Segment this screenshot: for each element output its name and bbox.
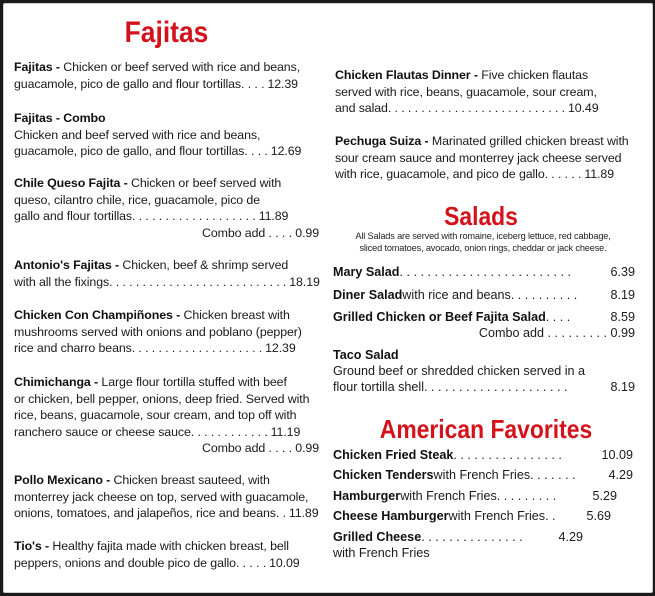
item-desc: peppers, onions and double pico de gallo bbox=[14, 555, 236, 570]
item-price: 11.19 bbox=[270, 424, 301, 439]
menu-item-fajita-salad bbox=[333, 309, 635, 341]
item-name: Grilled Chicken or Beef Fajita Salad bbox=[333, 310, 546, 324]
item-name: Chicken Fried Steak bbox=[333, 448, 454, 462]
item-name: Hamburger bbox=[333, 489, 401, 503]
item-desc: and salad bbox=[335, 101, 388, 116]
dot-leader: . . . . . . . . . . . . . . . bbox=[421, 530, 523, 544]
item-name: Fajitas - bbox=[14, 60, 60, 74]
dot-leader: . . . . bbox=[545, 310, 571, 324]
combo-add-line bbox=[333, 325, 635, 341]
item-price: 10.09 bbox=[269, 555, 300, 570]
menu-item-tios bbox=[14, 538, 319, 571]
dot-leader: . . . . . . . . . bbox=[496, 489, 557, 503]
menu-item-grilled-cheese bbox=[333, 529, 583, 561]
item-price: 18.19 bbox=[289, 274, 320, 289]
menu-item-pollo-mexicano bbox=[14, 472, 319, 522]
item-desc: Five chicken flautas bbox=[477, 68, 589, 82]
item-name: Pollo Mexicano - bbox=[14, 473, 111, 487]
dot-leader: . . bbox=[545, 509, 556, 523]
item-price: 12.39 bbox=[265, 341, 296, 356]
salads-note-line: sliced tomatoes, avocado, onion rings, cheddar or jack cheese. bbox=[359, 243, 607, 253]
menu-item-diner-salad bbox=[333, 287, 635, 303]
salads-title: Salads bbox=[444, 201, 518, 231]
item-price: 4.29 bbox=[558, 530, 583, 544]
item-desc: Large flour tortilla stuffed with beef bbox=[98, 375, 287, 389]
dot-leader: . . . . . . . . . . . . . . . . . . . bbox=[132, 209, 256, 224]
item-desc: mushrooms served with onions and poblano (pepper) bbox=[14, 324, 302, 339]
item-name: Cheese Hamburger bbox=[333, 509, 449, 523]
item-desc: monterrey jack cheese on top, served with guacamole, bbox=[14, 489, 309, 504]
combo-price: 0.99 bbox=[295, 441, 319, 456]
item-name: Mary Salad bbox=[333, 265, 400, 279]
item-desc: Chicken breast sauteed, with bbox=[110, 473, 270, 487]
menu-item-chimichanga bbox=[14, 374, 319, 457]
menu-item-hamburger bbox=[333, 488, 617, 504]
item-price: 10.49 bbox=[568, 101, 599, 116]
item-price: 5.29 bbox=[592, 489, 617, 503]
item-name: Diner Salad bbox=[333, 288, 403, 302]
item-price: 8.59 bbox=[610, 310, 635, 324]
menu-item-fajitas-combo bbox=[14, 110, 319, 160]
item-desc: Chicken or beef served with rice and beans, bbox=[59, 60, 301, 74]
item-price: 12.39 bbox=[267, 76, 298, 91]
item-name: Fajitas - Combo bbox=[14, 111, 106, 125]
item-name: Pechuga Suiza - bbox=[335, 134, 429, 148]
item-name: Chicken Flautas Dinner - bbox=[335, 68, 478, 82]
item-desc: guacamole, pico de gallo and flour tortillas bbox=[14, 76, 242, 91]
item-desc: Marinated grilled chicken breast with bbox=[428, 134, 629, 148]
dot-leader: . . . . . . . . . . . . . . . . . . . . bbox=[131, 341, 263, 356]
item-desc: with French Fries bbox=[448, 509, 546, 523]
item-price: 11.89 bbox=[584, 167, 614, 182]
item-desc: Chicken, beef & shrimp served bbox=[119, 258, 289, 272]
item-desc: with French Fries bbox=[333, 546, 430, 560]
dot-leader: . . . . . bbox=[235, 555, 267, 570]
item-desc: Chicken and beef served with rice and beans, bbox=[14, 127, 261, 142]
item-price: 6.39 bbox=[610, 265, 635, 279]
item-desc: with French Fries bbox=[400, 489, 497, 503]
dot-leader: . . . . bbox=[241, 76, 265, 91]
item-desc: Ground beef or shredded chicken served in a bbox=[333, 364, 586, 378]
item-desc: Chicken breast with bbox=[180, 308, 290, 322]
salads-note bbox=[331, 230, 635, 254]
dot-leader: . . . . . . . . . . . . . . . . . . . . . . . . . bbox=[399, 265, 571, 279]
item-desc: or chicken, bell pepper, onions, deep fried. Served with bbox=[14, 391, 310, 406]
dot-leader: . . bbox=[275, 506, 286, 521]
item-desc: Chicken or beef served with bbox=[127, 176, 282, 190]
dot-leader: . . . . . . . . . . . . . . . . . . . . . . . . . . . bbox=[109, 274, 287, 289]
item-price: 12.69 bbox=[270, 144, 302, 159]
menu-item-pechuga-suiza bbox=[335, 133, 635, 183]
item-name: Chicken Tenders bbox=[333, 468, 434, 482]
salads-note-line: All Salads are served with romaine, iceberg lettuce, red cabbage, bbox=[355, 231, 611, 241]
combo-add-line bbox=[14, 440, 319, 457]
dot-leader: . . . . . . . . . . . . . . . . . . . . . bbox=[424, 380, 568, 394]
combo-price: 0.99 bbox=[610, 326, 635, 340]
combo-label: Combo add bbox=[202, 225, 266, 240]
dot-leader: . . . . . . . . . . bbox=[510, 288, 578, 302]
dot-leader: . . . . bbox=[265, 441, 296, 456]
item-desc: rice and charro beans bbox=[14, 341, 132, 356]
dot-leader: . . . . . . . . . . . . bbox=[190, 424, 268, 439]
dot-leader: . . . . . . . . . bbox=[544, 326, 611, 340]
fajitas-title: Fajitas bbox=[124, 16, 209, 49]
dot-leader: . . . . . . . . . . . . . . . . . . . . . . . . . . . bbox=[387, 101, 565, 116]
item-name: Tio's - bbox=[14, 539, 50, 553]
item-desc: flour tortilla shell bbox=[333, 380, 424, 394]
item-desc: onions, tomatoes, and jalapeños, rice and beans bbox=[14, 506, 276, 521]
item-desc: queso, cilantro chile, rice, guacamole, pico de bbox=[14, 192, 261, 207]
item-desc: gallo and flour tortillas bbox=[14, 209, 133, 224]
item-desc: with rice, guacamole, and pico de gallo bbox=[335, 167, 545, 182]
item-price: 11.89 bbox=[258, 209, 289, 224]
item-name: Taco Salad bbox=[333, 348, 399, 362]
menu-page bbox=[3, 3, 653, 593]
menu-item-mary-salad bbox=[333, 264, 635, 280]
item-desc: ranchero sauce or cheese sauce bbox=[14, 424, 191, 439]
menu-item-fajitas bbox=[14, 59, 319, 92]
item-name: Chimichanga - bbox=[14, 375, 99, 389]
combo-add-line bbox=[14, 225, 319, 242]
dot-leader: . . . . . . . bbox=[530, 468, 576, 482]
dot-leader: . . . . bbox=[244, 144, 268, 159]
item-price: 5.69 bbox=[586, 509, 611, 523]
menu-item-antonios-fajitas bbox=[14, 257, 319, 290]
item-desc: sour cream sauce and monterrey jack cheese served bbox=[335, 150, 622, 165]
menu-item-cheese-hamburger bbox=[333, 508, 611, 524]
item-price: 11.89 bbox=[288, 506, 319, 521]
item-name: Antonio's Fajitas - bbox=[14, 258, 119, 272]
combo-label: Combo add bbox=[202, 441, 266, 456]
american-favorites-title: American Favorites bbox=[379, 414, 593, 444]
menu-item-chile-queso-fajita bbox=[14, 175, 319, 241]
item-desc: guacamole, pico de gallo, and flour tortillas bbox=[14, 144, 245, 159]
menu-item-chicken-tenders bbox=[333, 467, 633, 483]
item-name: Chicken Con Champiñones - bbox=[14, 308, 181, 322]
menu-item-chicken-flautas-dinner bbox=[335, 67, 635, 117]
item-price: 4.29 bbox=[608, 468, 633, 482]
item-desc: rice, beans, guacamole, sour cream, and top off with bbox=[14, 408, 297, 423]
dot-leader: . . . . . . . . . . . . . . . . bbox=[453, 448, 562, 462]
item-name: Grilled Cheese bbox=[333, 530, 422, 544]
item-price: 8.19 bbox=[610, 380, 635, 394]
item-desc: served with rice, beans, guacamole, sour cream, bbox=[335, 84, 597, 99]
menu-item-chicken-fried-steak bbox=[333, 447, 633, 463]
item-desc: with French Fries bbox=[433, 468, 531, 482]
combo-label: Combo add bbox=[478, 326, 544, 340]
item-desc: with rice and beans bbox=[402, 288, 511, 302]
item-price: 10.09 bbox=[601, 448, 633, 462]
combo-price: 0.99 bbox=[295, 225, 319, 240]
menu-item-chicken-con-champinones bbox=[14, 307, 319, 357]
item-price: 8.19 bbox=[610, 288, 635, 302]
menu-item-taco-salad bbox=[333, 347, 635, 395]
dot-leader: . . . . bbox=[265, 225, 296, 240]
dot-leader: . . . . . . bbox=[544, 167, 582, 182]
item-desc: Healthy fajita made with chicken breast, bell bbox=[49, 539, 289, 553]
item-desc: with all the fixings bbox=[14, 274, 110, 289]
item-name: Chile Queso Fajita - bbox=[14, 176, 128, 190]
